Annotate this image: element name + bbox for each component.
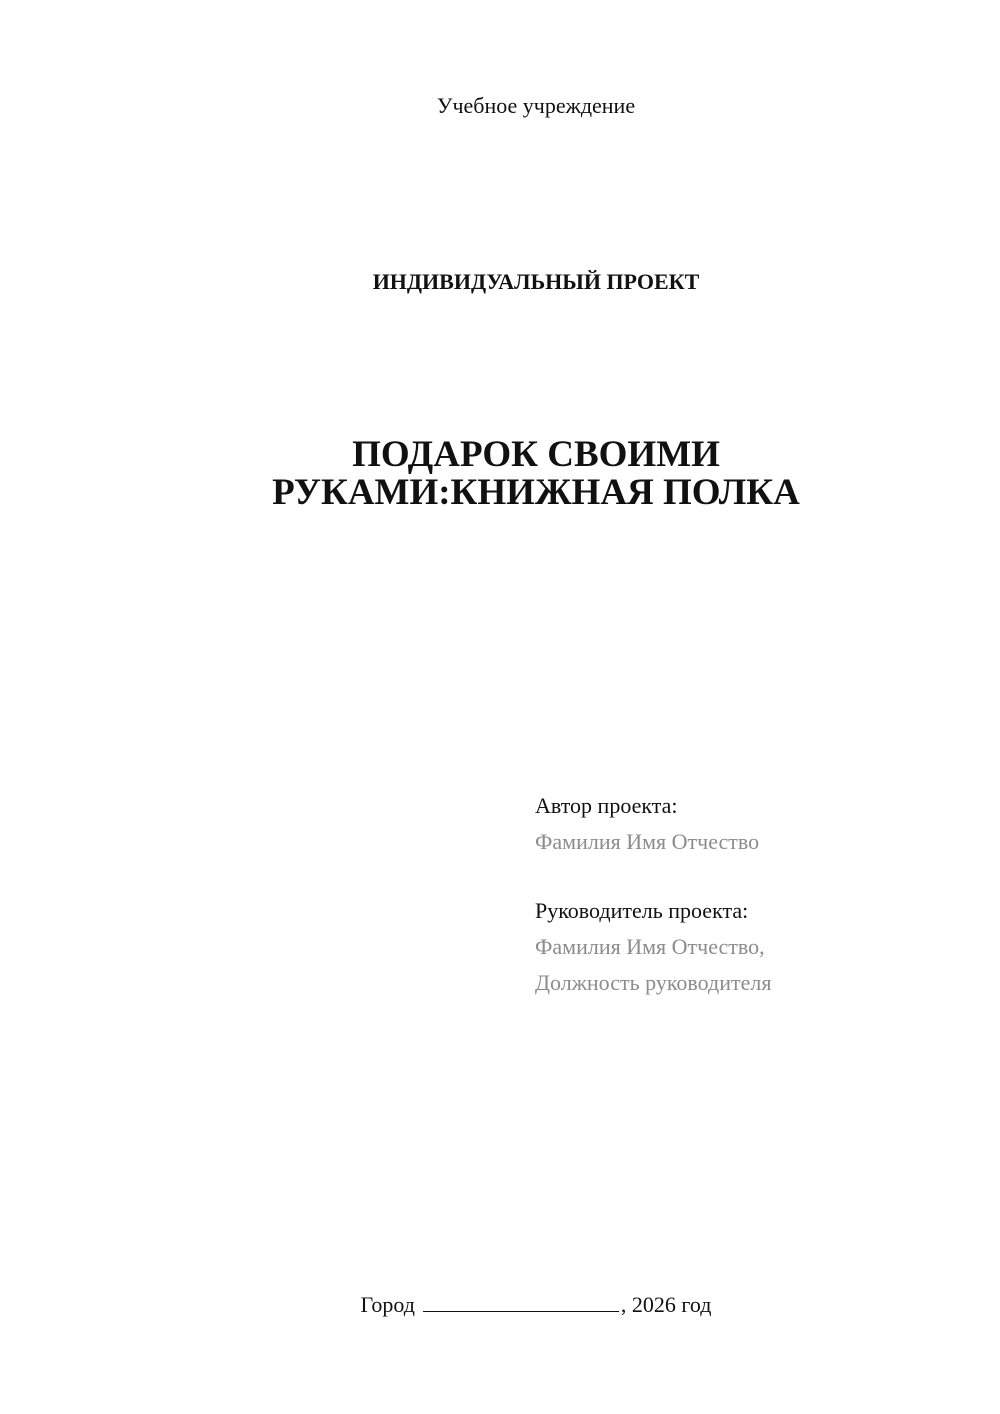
author-name-placeholder: Фамилия Имя Отчество [535,829,760,854]
footer-city-year [0,1290,1000,1320]
city-label: Город [360,1292,415,1317]
supervisor-position-placeholder: Должность руководителя [535,970,772,995]
supervisor-name-placeholder: Фамилия Имя Отчество, [535,934,765,959]
supervisor-label: Руководитель проекта: [535,898,749,923]
project-title-line-2: РУКАМИ:КНИЖНАЯ ПОЛКА [272,472,800,513]
author-block [535,788,955,860]
institution-name: Учебное учреждение [436,93,636,118]
project-type-heading: ИНДИВИДУАЛЬНЫЙ ПРОЕКТ [372,269,700,294]
supervisor-block [535,893,955,1001]
city-blank-line [423,1293,619,1312]
author-label: Автор проекта: [535,793,678,818]
year-text: , 2026 год [620,1292,712,1317]
project-title-line-1: ПОДАРОК СВОИМИ [352,434,720,475]
project-title [0,436,1000,512]
